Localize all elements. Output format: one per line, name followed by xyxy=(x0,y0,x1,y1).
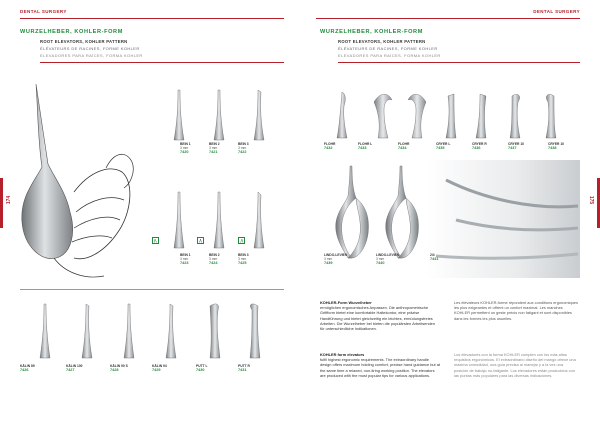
right-row1-label-1: FLOHR 7432 xyxy=(324,142,336,150)
left-row2-instruments xyxy=(172,190,272,250)
left-row3-label-2: KÄLIN 100 7427 xyxy=(66,364,83,372)
left-row3-label-4: KÄLIN 94 7429 xyxy=(152,364,167,372)
right-page-number: 175 xyxy=(587,195,594,205)
right-title-rule xyxy=(338,62,580,63)
right-row2-label-1: LINDO-LEVIEN 3 mm 7439 xyxy=(324,253,348,265)
right-row1-label-5: CRYER R 7436 xyxy=(472,142,487,150)
left-row3-label-5: PUTT L 7430 xyxy=(196,364,208,372)
right-subtitle-en: ROOT ELEVATORS, KOHLER PATTERN xyxy=(338,39,426,44)
description-de xyxy=(320,300,440,331)
left-row2-label-1: BEIN 1 3 mm 7423 xyxy=(180,253,191,265)
left-title-rule xyxy=(40,62,284,63)
left-row1-label-1: BEIN 1 3 mm 7420 xyxy=(180,142,191,154)
right-header-rule xyxy=(316,18,580,19)
description-en-body: fulfil highest ergonomic requirements. The extraordinary handle design offers maximum holding comfort, precise hand guidance but at the same time a relaxed, non-tiring working position. The elevators are produced with the most popular tips for various applications. xyxy=(320,357,440,378)
right-section-title: WURZELHEBER, KOHLER-FORM xyxy=(320,29,423,35)
left-page-number: 174 xyxy=(6,195,13,205)
left-row3-label-6: PUTT R 7431 xyxy=(238,364,250,372)
right-row2-label-2: LINDO-LEVIEN 3 mm 7440 xyxy=(376,253,400,265)
left-subtitle-en: ROOT ELEVATORS, KOHLER PATTERN xyxy=(40,39,128,44)
right-subtitle-es: ELEVADORES PARA RAÍCES, FORMA KOHLER xyxy=(338,53,441,58)
left-subtitle-es: ELEVADORES PARA RAÍCES, FORMA KOHLER xyxy=(40,53,143,58)
left-running-header: DENTAL SURGERY xyxy=(20,9,67,14)
right-row1-label-7: CRYER 10 7438 xyxy=(548,142,565,150)
right-subtitle-fr: ÉLÉVATEURS DE RACINES, FORME KOHLER xyxy=(338,46,438,51)
left-row3-divider xyxy=(20,289,284,290)
hand-with-elevator-photo xyxy=(14,72,144,282)
tip-shape-icon xyxy=(238,237,245,244)
right-row1-label-6: CRYER 10 7437 xyxy=(508,142,525,150)
description-en-title: KOHLER form elevators xyxy=(320,352,365,357)
description-de-title: KOHLER-Form Wurzelheber xyxy=(320,300,372,305)
left-row3-label-1: KÄLIN 89 7426 xyxy=(20,364,35,372)
right-row1-instruments xyxy=(322,88,582,140)
left-row1-label-3: BEIN 3 3 mm 7422 xyxy=(238,142,249,154)
tip-shape-icon xyxy=(197,237,204,244)
left-header-rule xyxy=(20,18,284,19)
left-row1-label-2: BEIN 2 3 mm 7421 xyxy=(209,142,220,154)
left-row3-instruments xyxy=(38,300,278,360)
right-row1-label-3: FLOHR 7434 xyxy=(398,142,410,150)
right-row2-label-3: 2/4 7441 xyxy=(430,253,439,261)
right-row2-photo xyxy=(316,160,580,278)
left-subtitle-fr: ÉLÉVATEURS DE RACINES, FORME KOHLER xyxy=(40,46,140,51)
tip-shape-icon xyxy=(152,237,159,244)
left-row1-instruments xyxy=(172,88,272,143)
left-row2-label-2: BEIN 2 3 mm 7424 xyxy=(209,253,220,265)
left-row2-label-3: BEIN 3 3 mm 7425 xyxy=(238,253,249,265)
right-row1-label-2: FLOHR L 7433 xyxy=(358,142,373,150)
description-es: Los elevadores con la forma KOHLER cumplen con los más altos requisitos ergonómicos. El extraordinario diseño del mango ofrece una máxima comodidad, una guía precisa al manejar y a la vez una posición de trabajo no-fatigante. Los elevadores están producidos con las puntas más populares para las diversas indicaciones. xyxy=(454,352,576,378)
description-fr: Les élévateurs KOHLER-forme répondent aux conditions ergonomiques les plus exigeantes et offrent un confort maximal. Les manches KOHLER permettent un geste précis non fatigant et sont disponibles dans les formes les plus usuelles. xyxy=(454,300,578,321)
right-running-header: DENTAL SURGERY xyxy=(533,9,580,14)
left-section-title: WURZELHEBER, KOHLER-FORM xyxy=(20,29,123,35)
left-row3-label-3: KÄLIN 90 S 7428 xyxy=(110,364,128,372)
left-page-tab xyxy=(0,178,3,228)
description-en xyxy=(320,352,440,378)
right-row1-label-4: CRYER L 7435 xyxy=(436,142,451,150)
description-de-body: ermöglichen ergonomisches Anpassen. Die anthropometrische Griffform bietet eine komfortable Haltekontur, eine präzise Handführung und bietet gleichzeitig ein leichtes, ermüdungsfreies Arbeiten. Die Wurzelheber bei bieten die populärsten Arbeitsenden für unterschiedliche Indikationen. xyxy=(320,305,435,332)
